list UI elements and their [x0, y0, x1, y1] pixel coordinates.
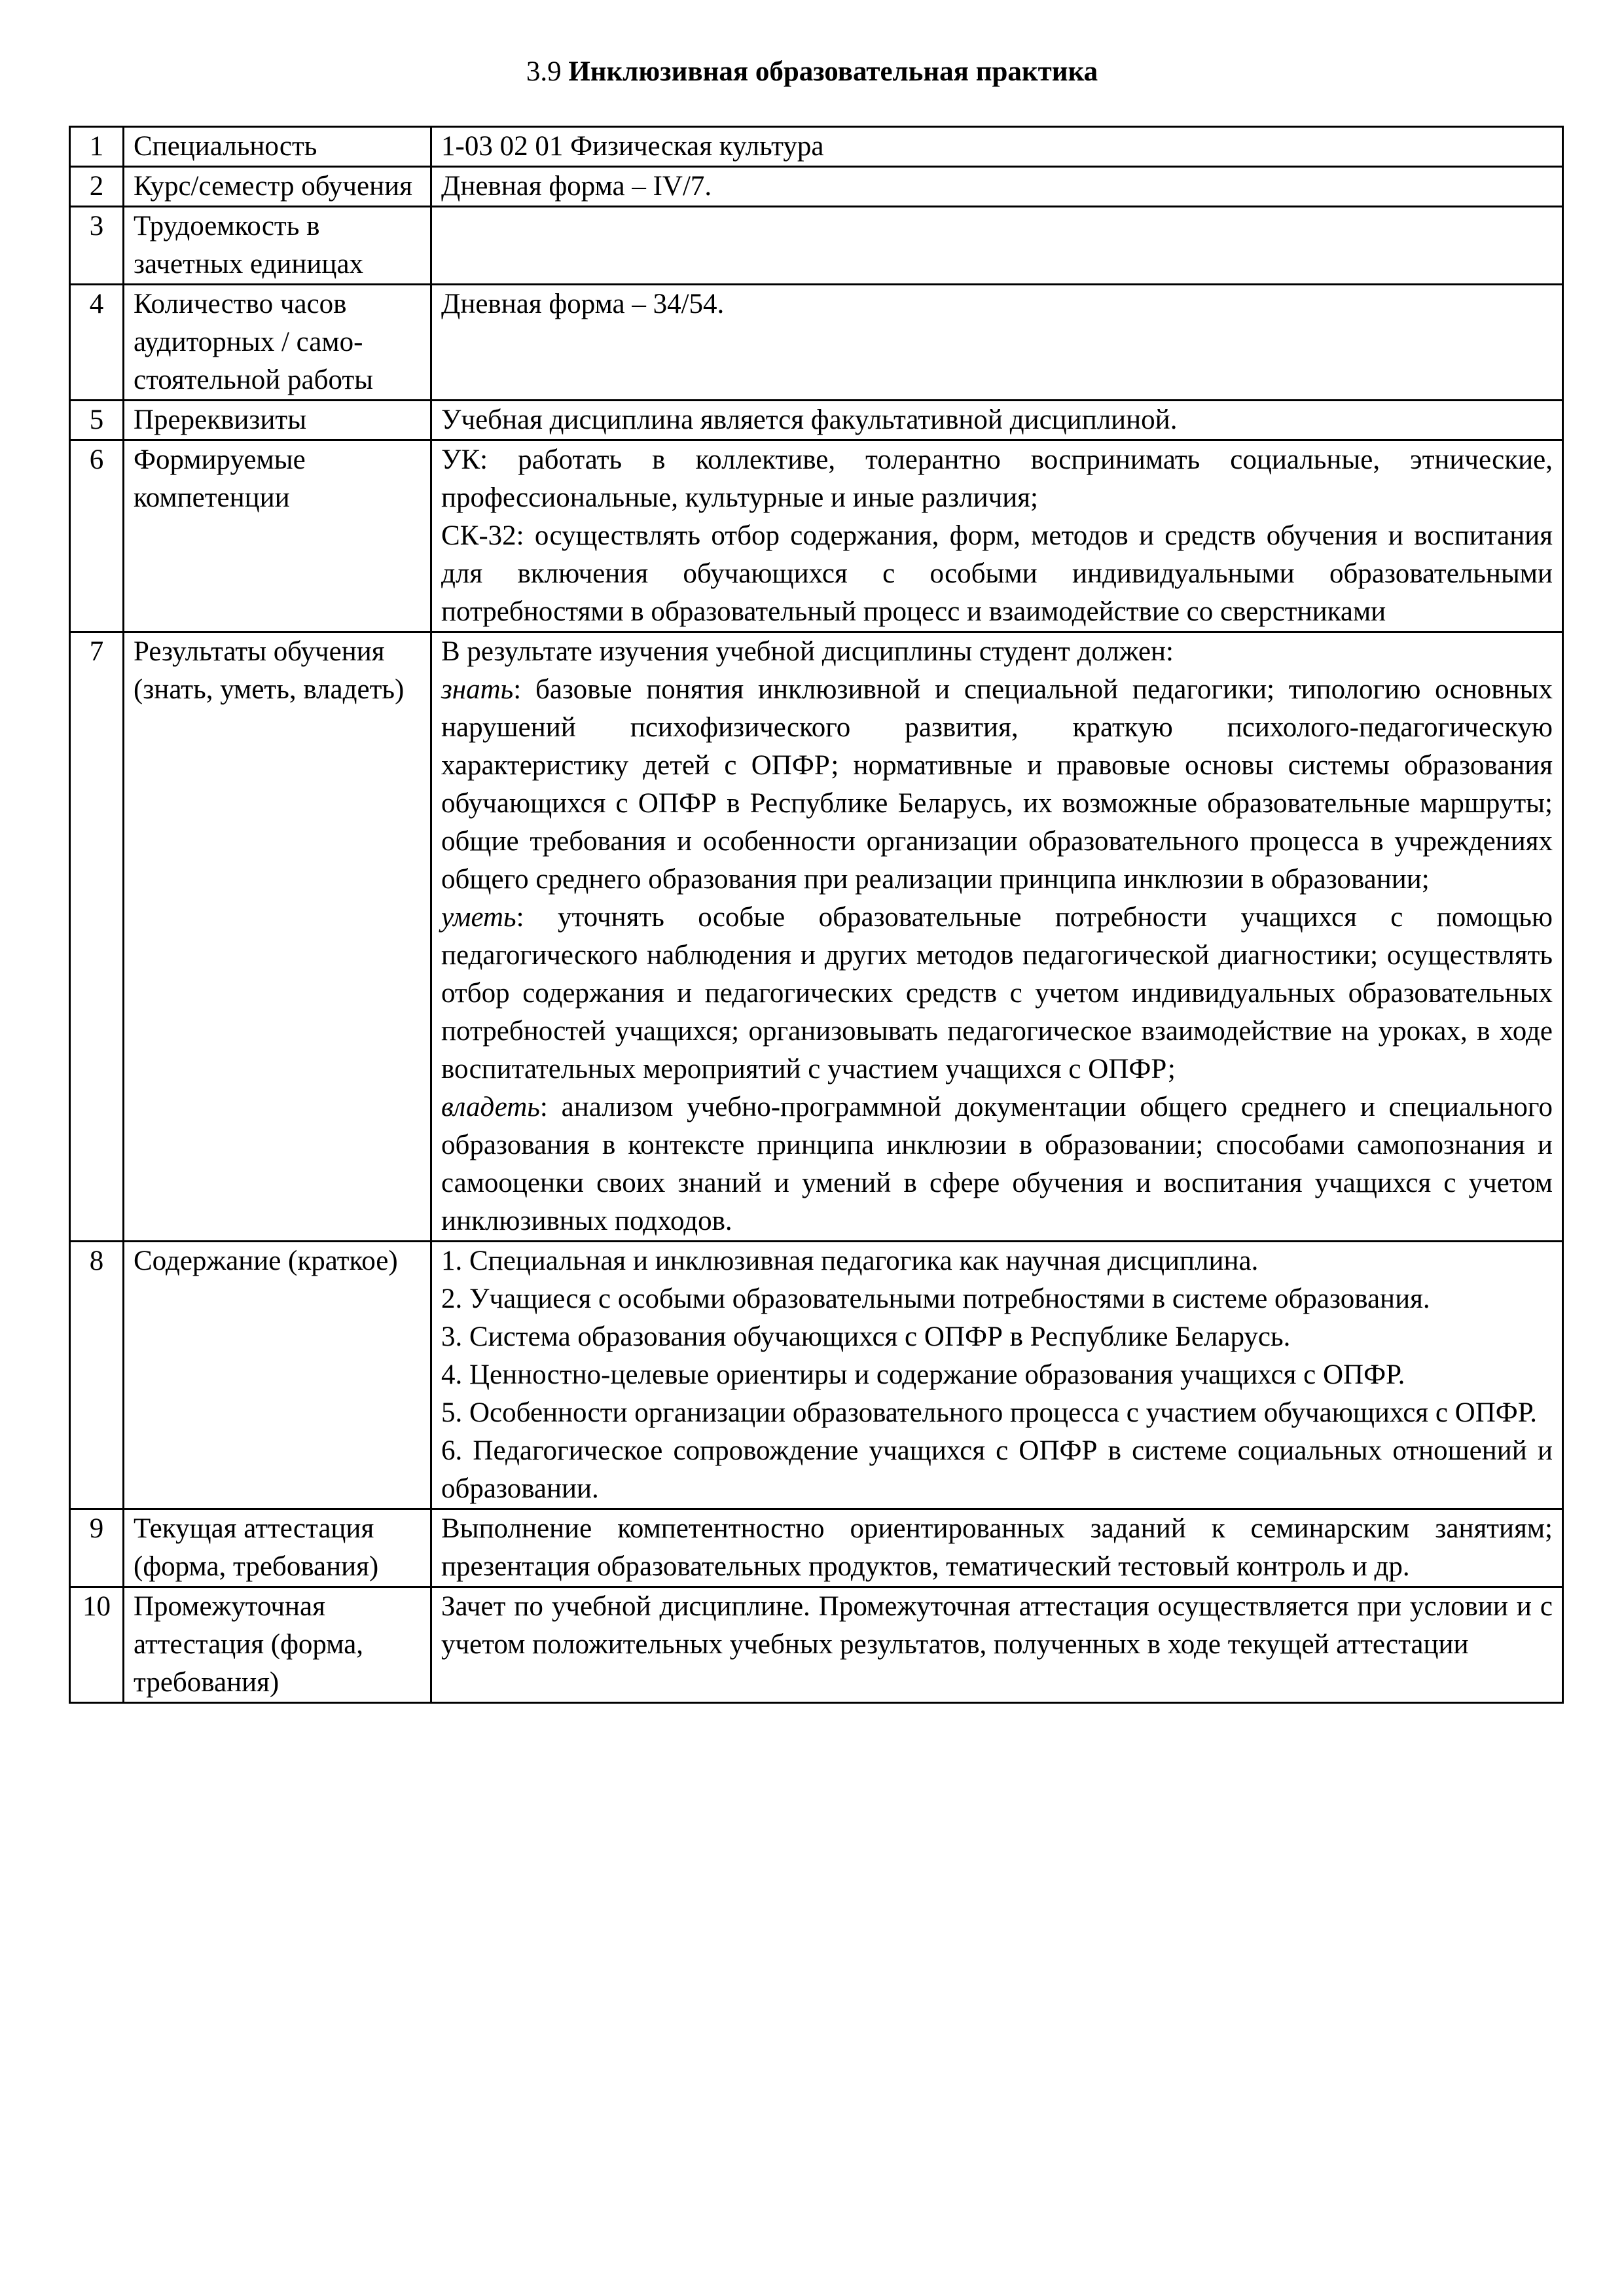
row-value: Дневная форма – IV/7.	[431, 167, 1563, 207]
row-label: Количество часов аудиторных / само-стоятельной работы	[124, 285, 431, 401]
row-number: 6	[70, 440, 124, 632]
results-own	[441, 1088, 1553, 1240]
content-item: 1. Специальная и инклюзивная педагогика как научная дисциплина.	[441, 1246, 1259, 1276]
table-row	[70, 167, 1563, 207]
content-item: 5. Особенности организации образовательного процесса с участием обучающихся с ОПФР.	[441, 1397, 1538, 1428]
table-row	[70, 440, 1563, 632]
row-label: Пререквизиты	[124, 401, 431, 440]
row-label: Курс/семестр обучения	[124, 167, 431, 207]
table-row	[70, 285, 1563, 401]
row-value	[431, 207, 1563, 285]
competence-uk: УК: работать в коллективе, толерантно воспринимать социальные, этнические, профессиональные, культурные и иные различия;	[441, 444, 1553, 513]
row-value: Зачет по учебной дисциплине. Промежуточная аттестация осуществляется при условии и с учетом положительных учебных результатов, полученных в ходе текущей аттестации	[431, 1587, 1563, 1703]
results-intro: В результате изучения учебной дисциплины студент должен:	[441, 636, 1174, 667]
row-value: Учебная дисциплина является факультативной дисциплиной.	[431, 401, 1563, 440]
row-label: Текущая аттестация (форма, требования)	[124, 1509, 431, 1587]
row-number: 2	[70, 167, 124, 207]
row-number: 7	[70, 632, 124, 1242]
row-value: 1-03 02 01 Физическая культура	[431, 127, 1563, 167]
row-value	[431, 440, 1563, 632]
know-label: знать	[441, 674, 514, 705]
own-label: владеть	[441, 1092, 540, 1122]
row-number: 8	[70, 1242, 124, 1509]
section-title	[0, 55, 1624, 89]
content-item: 3. Система образования обучающихся с ОПФР в Республике Беларусь.	[441, 1321, 1291, 1352]
table-row	[70, 1587, 1563, 1703]
section-number: 3.9	[526, 56, 562, 87]
row-number: 4	[70, 285, 124, 401]
table-row	[70, 1242, 1563, 1509]
table-row	[70, 127, 1563, 167]
row-label: Промежуточная аттестация (форма, требования)	[124, 1587, 431, 1703]
row-value	[431, 1242, 1563, 1509]
table-row	[70, 632, 1563, 1242]
table-row	[70, 207, 1563, 285]
row-label: Результаты обучения (знать, уметь, владеть)	[124, 632, 431, 1242]
can-label: уметь	[441, 902, 516, 933]
content-item: 4. Ценностно-целевые ориентиры и содержание образования учащихся с ОПФР.	[441, 1359, 1405, 1390]
table-row	[70, 401, 1563, 440]
row-value: Выполнение компетентностно ориентированных заданий к семинарским занятиям; презентация образовательных продуктов, тематический тестовый контроль и др.	[431, 1509, 1563, 1587]
competence-sk: СК-32: осуществлять отбор содержания, форм, методов и средств обучения и воспитания для включения обучающихся с особыми индивидуальными образовательными потребностями в образовательный процесс и взаимодействие со сверстниками	[441, 520, 1553, 627]
row-number: 1	[70, 127, 124, 167]
row-number: 3	[70, 207, 124, 285]
row-number: 10	[70, 1587, 124, 1703]
own-text: : анализом учебно-программной документации общего среднего и специального образования в контексте принципа инклюзии в образовании; способами самопознания и самооценки своих знаний и умений в сфере обучения и воспитания учащихся с учетом инклюзивных подходов.	[441, 1092, 1553, 1236]
discipline-table	[69, 126, 1564, 1704]
section-title-text: Инклюзивная образовательная практика	[568, 56, 1098, 87]
content-item: 6. Педагогическое сопровождение учащихся с ОПФР в системе социальных отношений и образовании.	[441, 1435, 1553, 1504]
row-value	[431, 632, 1563, 1242]
row-number: 5	[70, 401, 124, 440]
results-can	[441, 899, 1553, 1088]
row-number: 9	[70, 1509, 124, 1587]
content-item: 2. Учащиеся с особыми образовательными потребностями в системе образования.	[441, 1283, 1430, 1314]
row-value: Дневная форма – 34/54.	[431, 285, 1563, 401]
results-know	[441, 671, 1553, 899]
row-label: Трудоемкость в зачетных единицах	[124, 207, 431, 285]
row-label: Формируемые компетенции	[124, 440, 431, 632]
know-text: : базовые понятия инклюзивной и специальной педагогики; типологию основных нарушений психофизического развития, краткую психолого-педагогическую характеристику детей с ОПФР; нормативные и правовые основы системы образования обучающихся с ОПФР в Республике Беларусь, их возможные образовательные маршруты; общие требования и особенности организации образовательного процесса в учреждениях общего среднего образования при реализации принципа инклюзии в образовании;	[441, 674, 1553, 895]
row-label: Содержание (краткое)	[124, 1242, 431, 1509]
row-label: Специальность	[124, 127, 431, 167]
table-row	[70, 1509, 1563, 1587]
can-text: : уточнять особые образовательные потребности учащихся с помощью педагогического наблюдения и других методов педагогической диагностики; осуществлять отбор содержания и педагогических средств с учетом индивидуальных образовательных потребностей учащихся; организовывать педагогическое взаимодействие на уроках, в ходе воспитательных мероприятий с участием учащихся с ОПФР;	[441, 902, 1553, 1085]
